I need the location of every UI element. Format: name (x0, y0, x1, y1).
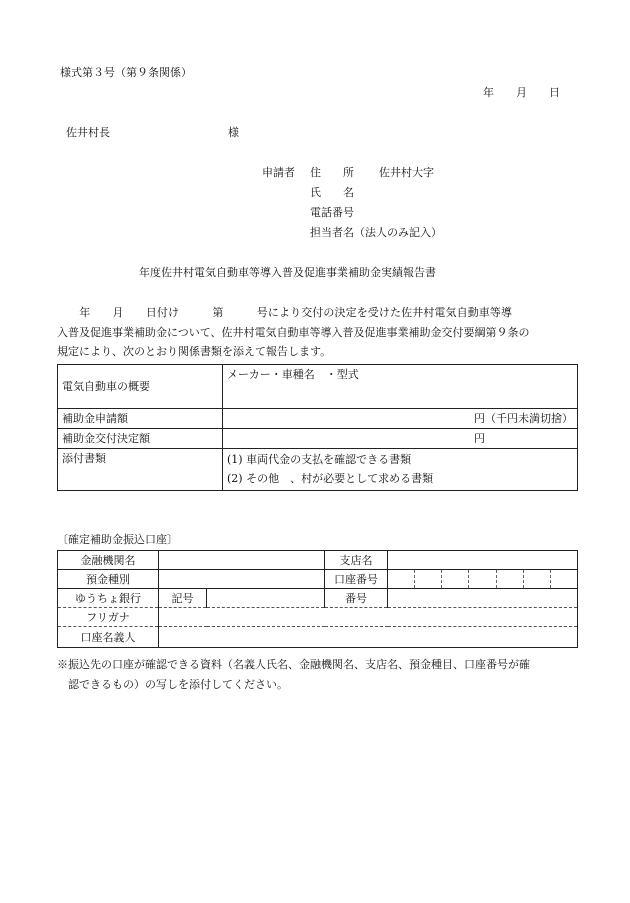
note-line-1: ※振込先の口座が確認できる資料（名義人氏名、金融機関名、支店名、預金種目、口座番号が確 (57, 658, 530, 671)
table-row (58, 589, 578, 608)
account-number-label: 口座番号 (325, 570, 388, 589)
symbol-label: 記号 (159, 589, 207, 608)
table-row (58, 551, 578, 570)
table-row (58, 429, 578, 449)
bank-heading: 〔確定補助金振込口座〕 (57, 533, 178, 546)
table-row (58, 570, 578, 589)
table-row (58, 627, 578, 648)
attachments-label: 添付書類 (58, 449, 223, 491)
yucho-label: ゆうちょ銀行 (58, 589, 159, 608)
addressee-honorific: 様 (228, 126, 239, 139)
body-line-3: 規定により、次のとおり関係書類を添えて報告します。 (57, 345, 332, 358)
deposit-type-label: 預金種別 (58, 570, 159, 589)
holder-label: 口座名義人 (58, 627, 159, 648)
ev-overview-value[interactable]: メーカー・車種名 ・型式 (223, 365, 578, 409)
body-line-1: 年 月 日付け 第 号により交付の決定を受けた佐井村電気自動車等導 (57, 306, 513, 319)
holder-input[interactable] (159, 627, 578, 648)
branch-label: 支店名 (325, 551, 388, 570)
summary-table (57, 364, 578, 491)
contact-label: 担当者名（法人のみ記入） (310, 226, 442, 239)
attachment-item: (1) 車両代金の支払を確認できる書類 (227, 453, 412, 466)
attachments-list (223, 449, 578, 491)
account-number-input[interactable] (388, 570, 578, 589)
institution-label: 金融機関名 (58, 551, 159, 570)
report-title: 年度佐井村電気自動車等導入普及促進事業補助金実績報告書 (139, 266, 436, 279)
institution-input[interactable] (159, 551, 325, 570)
deposit-type-input[interactable] (159, 570, 325, 589)
furigana-input[interactable] (159, 608, 578, 627)
branch-input[interactable] (388, 551, 578, 570)
furigana-label: フリガナ (58, 608, 159, 627)
bank-table (57, 550, 578, 648)
table-row (58, 608, 578, 627)
table-row (58, 409, 578, 429)
address-value: 佐井村大字 (379, 166, 434, 179)
symbol-input[interactable] (207, 589, 325, 608)
number-input[interactable] (388, 589, 578, 608)
name-label: 氏 名 (310, 186, 354, 199)
date-line: 年 月 日 (483, 86, 560, 99)
applicant-label: 申請者 (262, 166, 295, 179)
form-label: 様式第３号（第９条関係） (60, 66, 192, 79)
table-row (58, 365, 578, 409)
decided-amount-field[interactable]: 円 (223, 429, 578, 449)
decided-amount-label: 補助金交付決定額 (58, 429, 223, 449)
attachment-item: (2) その他 、村が必要として求める書類 (227, 472, 434, 485)
applied-amount-field[interactable]: 円（千円未満切捨） (223, 409, 578, 429)
phone-label: 電話番号 (310, 206, 354, 219)
addressee: 佐井村長 (66, 126, 110, 139)
table-row (58, 449, 578, 491)
applied-amount-label: 補助金申請額 (58, 409, 223, 429)
body-line-2: 入普及促進事業補助金について、佐井村電気自動車等導入普及促進事業補助金交付要綱第９条の (57, 326, 530, 339)
address-label: 住 所 (310, 166, 354, 179)
note-line-2: 認できるもの）の写しを添付してください。 (57, 678, 288, 691)
ev-overview-label: 電気自動車の概要 (58, 365, 223, 409)
number-label: 番号 (325, 589, 388, 608)
